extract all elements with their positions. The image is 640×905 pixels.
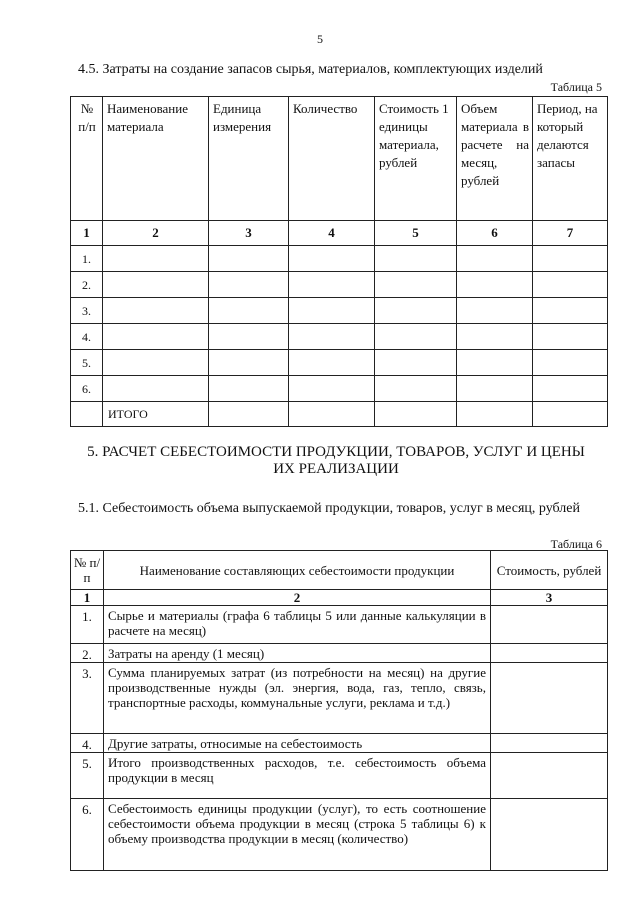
column-number: 2: [103, 221, 209, 246]
table-cell: [103, 350, 209, 376]
column-number: 3: [209, 221, 289, 246]
table-row: [71, 246, 608, 272]
table-5-header-row: [71, 97, 608, 221]
table-6-header-row: [71, 551, 608, 590]
table-cell: [289, 246, 375, 272]
column-number: 3: [491, 590, 608, 606]
table-6-caption: Таблица 6: [550, 537, 602, 551]
table-cell: [209, 402, 289, 427]
table-row: [71, 298, 608, 324]
table-cell: [103, 298, 209, 324]
row-number: 6.: [71, 799, 104, 871]
row-number: 1.: [71, 246, 103, 272]
table-row: [71, 753, 608, 799]
cost-item-text: Другие затраты, относимые на себестоимость: [104, 734, 491, 753]
cost-item-text: Сырье и материалы (графа 6 таблицы 5 или данные калькуляции в расчете на месяц): [104, 606, 491, 644]
table-cell: [457, 402, 533, 427]
table-cell: [209, 376, 289, 402]
table-cell: [533, 272, 608, 298]
cost-item-text: Затраты на аренду (1 месяц): [104, 644, 491, 663]
table-cell: [209, 246, 289, 272]
table-cell: [375, 402, 457, 427]
cost-value-cell: [491, 606, 608, 644]
row-number: 2.: [71, 644, 104, 663]
row-number: 3.: [71, 663, 104, 734]
table-5-header-cell: Единица измерения: [209, 97, 289, 221]
table-cell: [533, 324, 608, 350]
cost-value-cell: [491, 753, 608, 799]
table-cell: [457, 272, 533, 298]
column-number: 7: [533, 221, 608, 246]
table-cell: [289, 350, 375, 376]
table-row: [71, 644, 608, 663]
table-cell: [103, 376, 209, 402]
table-cell: [103, 272, 209, 298]
section-4-5-heading: 4.5. Затраты на создание запасов сырья, материалов, комплектующих изделий: [78, 62, 543, 77]
table-cell: [289, 298, 375, 324]
table-cell: [375, 324, 457, 350]
section-5-1-heading: 5.1. Себестоимость объема выпускаемой продукции, товаров, услуг в месяц, рублей: [78, 501, 580, 516]
row-number: 6.: [71, 376, 103, 402]
table-cell: [533, 350, 608, 376]
column-number: 6: [457, 221, 533, 246]
table-cell: [533, 402, 608, 427]
row-number: 4.: [71, 734, 104, 753]
table-cell: [375, 246, 457, 272]
table-cell: [457, 324, 533, 350]
table-cell: [375, 272, 457, 298]
table-5-header-cell: Объем материала в расчете на месяц, рублей: [457, 97, 533, 221]
cost-item-text: Сумма планируемых затрат (из потребности на месяц) на другие производственные нужды (эл. энергия, вода, газ, тепло, связь, транспортные расходы, коммунальные услуги, реклама и т.д.): [104, 663, 491, 734]
table-cell: [457, 350, 533, 376]
column-number: 1: [71, 590, 104, 606]
row-number: 5.: [71, 753, 104, 799]
table-cell: [71, 402, 103, 427]
table-5-header-cell: Количество: [289, 97, 375, 221]
table-cell: [289, 324, 375, 350]
table-cell: [209, 350, 289, 376]
table-cell: [289, 402, 375, 427]
column-number: 4: [289, 221, 375, 246]
table-6-header-cell: Наименование составляющих себестоимости продукции: [104, 551, 491, 590]
table-cell: [209, 324, 289, 350]
table-cell: [457, 298, 533, 324]
table-cell: [103, 246, 209, 272]
table-row: [71, 663, 608, 734]
cost-item-text: Итого производственных расходов, т.е. себестоимость объема продукции в месяц: [104, 753, 491, 799]
column-number: 2: [104, 590, 491, 606]
table-row: [71, 734, 608, 753]
table-5-header-cell: № п/п: [71, 97, 103, 221]
table-cell: [289, 376, 375, 402]
cost-value-cell: [491, 799, 608, 871]
table-cell: [375, 298, 457, 324]
section-5-heading: 5. РАСЧЕТ СЕБЕСТОИМОСТИ ПРОДУКЦИИ, ТОВАРОВ, УСЛУГ И ЦЕНЫ ИХ РЕАЛИЗАЦИИ: [87, 444, 585, 477]
cost-value-cell: [491, 644, 608, 663]
row-number: 3.: [71, 298, 103, 324]
table-5-column-numbers: [71, 221, 608, 246]
cost-value-cell: [491, 663, 608, 734]
row-number: 1.: [71, 606, 104, 644]
table-5: [70, 96, 608, 427]
table-cell: [209, 298, 289, 324]
table-6-header-cell: Стоимость, рублей: [491, 551, 608, 590]
column-number: 5: [375, 221, 457, 246]
table-5-caption: Таблица 5: [550, 80, 602, 94]
table-cell: [375, 350, 457, 376]
table-cell: [103, 324, 209, 350]
table-row: [71, 799, 608, 871]
page-number: 5: [317, 32, 323, 46]
table-5-total-row: [71, 402, 608, 427]
table-5-header-cell: Стоимость 1 единицы материала, рублей: [375, 97, 457, 221]
table-row: [71, 272, 608, 298]
table-cell: [533, 246, 608, 272]
table-5-header-cell: Наименование материала: [103, 97, 209, 221]
table-row: [71, 324, 608, 350]
table-cell: [533, 298, 608, 324]
table-cell: [457, 246, 533, 272]
table-cell: [375, 376, 457, 402]
cost-value-cell: [491, 734, 608, 753]
total-label: ИТОГО: [103, 402, 209, 427]
table-cell: [533, 376, 608, 402]
row-number: 4.: [71, 324, 103, 350]
table-cell: [209, 272, 289, 298]
table-row: [71, 376, 608, 402]
table-6: [70, 550, 608, 871]
table-row: [71, 606, 608, 644]
table-6-header-cell: № п/п: [71, 551, 104, 590]
table-cell: [289, 272, 375, 298]
cost-item-text: Себестоимость единицы продукции (услуг), то есть соотношение себестоимости объема продукции в месяц (строка 5 таблицы 6) к объему производства продукции в месяц (количество): [104, 799, 491, 871]
table-6-column-numbers: [71, 590, 608, 606]
table-row: [71, 350, 608, 376]
table-cell: [457, 376, 533, 402]
column-number: 1: [71, 221, 103, 246]
row-number: 5.: [71, 350, 103, 376]
row-number: 2.: [71, 272, 103, 298]
table-5-header-cell: Период, на который делаются запасы: [533, 97, 608, 221]
